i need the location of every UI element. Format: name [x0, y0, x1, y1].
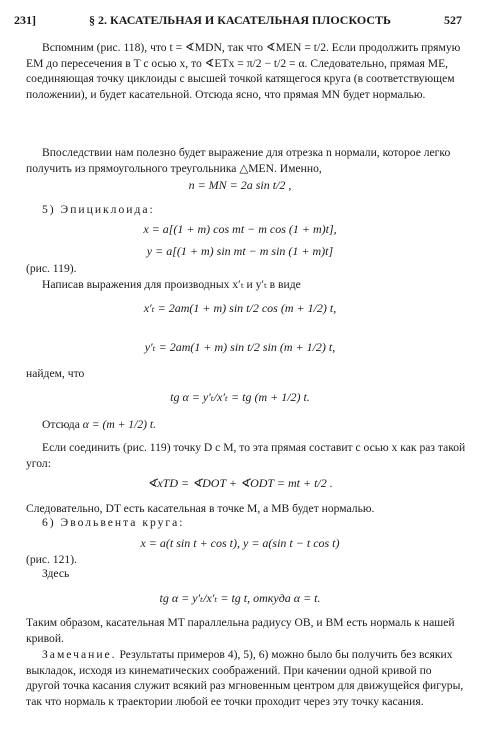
- paragraph-cycloid-tangent: Вспомним (рис. 118), что t = ∢MDN, так что ∢MEN = t/2. Если продолжить прямую EM до пересечения в T с осью x, то ∢ETx = π/2 − t/2 = α. Следовательно, прямая ME, соединяющая точку циклоиды с высшей точкой катящегося круга (в соответствующем положении), и будет касательной. Отсюда ясно, что прямая MN будет нормалью.: [26, 41, 461, 101]
- formula-alpha: α = (m + 1/2) t.: [82, 418, 157, 431]
- paragraph-derivatives: Написав выражения для производных x′ₜ и y′ₜ в виде: [42, 278, 301, 291]
- label-hence: Отсюда: [42, 418, 80, 431]
- label-fig-119: (рис. 119).: [26, 262, 77, 275]
- remark-text: Результаты примеров 4), 5), 6) можно было бы получить без всяких выкладок, исходя из кинематических соображений. При качении одной кривой по другой точка касания служит всякий раз мгновенным центром для движущейся фигуры, так что нормаль к траектории любой ее точки проходит через эту точку касания.: [26, 648, 464, 708]
- hence-alpha-line: [42, 418, 156, 431]
- page-number: 527: [444, 13, 462, 27]
- remark-label: Замечание.: [42, 648, 117, 661]
- running-title: § 2. КАСАТЕЛЬНАЯ И КАСАТЕЛЬНАЯ ПЛОСКОСТЬ: [89, 13, 391, 27]
- heading-epicycloid-text: 5) Эпициклоида:: [42, 203, 155, 216]
- formula-epicycloid-y: y = a[(1 + m) sin mt − m sin (1 + m)t]: [146, 244, 334, 258]
- formula-normal-length: n = MN = 2a sin t/2 ,: [188, 178, 292, 192]
- formula-x-derivative: x′ₜ = 2am(1 + m) sin t/2 cos (m + 1/2) t,: [143, 301, 337, 315]
- formula-tangent-involute: tg α = y′ₜ/x′ₜ = tg t, откуда α = t.: [159, 591, 321, 605]
- paragraph-tangent-parallel: Таким образом, касательная MT параллельна радиусу OB, и BM есть нормаль к нашей кривой.: [26, 616, 455, 645]
- heading-involute-text: 6) Эвольвента круга:: [42, 516, 185, 529]
- formula-y-derivative: y′ₜ = 2am(1 + m) sin t/2 sin (m + 1/2) t,: [144, 340, 336, 354]
- paragraph-connect-dm: Если соединить (рис. 119) точку D с M, то эта прямая составит с осью x как раз такой угол:: [26, 441, 466, 470]
- formula-involute: x = a(t sin t + cos t), y = a(sin t − t cos t): [140, 536, 340, 550]
- heading-involute: [42, 516, 185, 529]
- label-here: Здесь: [42, 567, 70, 580]
- label-found: найдем, что: [26, 367, 85, 380]
- paragraph-normal-segment: Впоследствии нам полезно будет выражение для отрезка n нормали, которое легко получить из прямоугольного треугольника △MEN. Именно,: [26, 146, 451, 175]
- formula-epicycloid-x: x = a[(1 + m) cos mt − m cos (1 + m)t],: [143, 222, 337, 236]
- label-fig-121: (рис. 121).: [26, 553, 77, 566]
- formula-tangent-alpha: tg α = y′ₜ/x′ₜ = tg (m + 1/2) t.: [170, 390, 310, 404]
- section-number: 231]: [14, 13, 36, 27]
- paragraph-dt-tangent: Следовательно, DT есть касательная в точке M, а MB будет нормалью.: [26, 502, 375, 515]
- formula-angle-xtd: ∢xTD = ∢DOT + ∢ODT = mt + t/2 .: [147, 476, 333, 490]
- heading-epicycloid: [42, 203, 155, 216]
- paragraph-remark: [26, 647, 466, 709]
